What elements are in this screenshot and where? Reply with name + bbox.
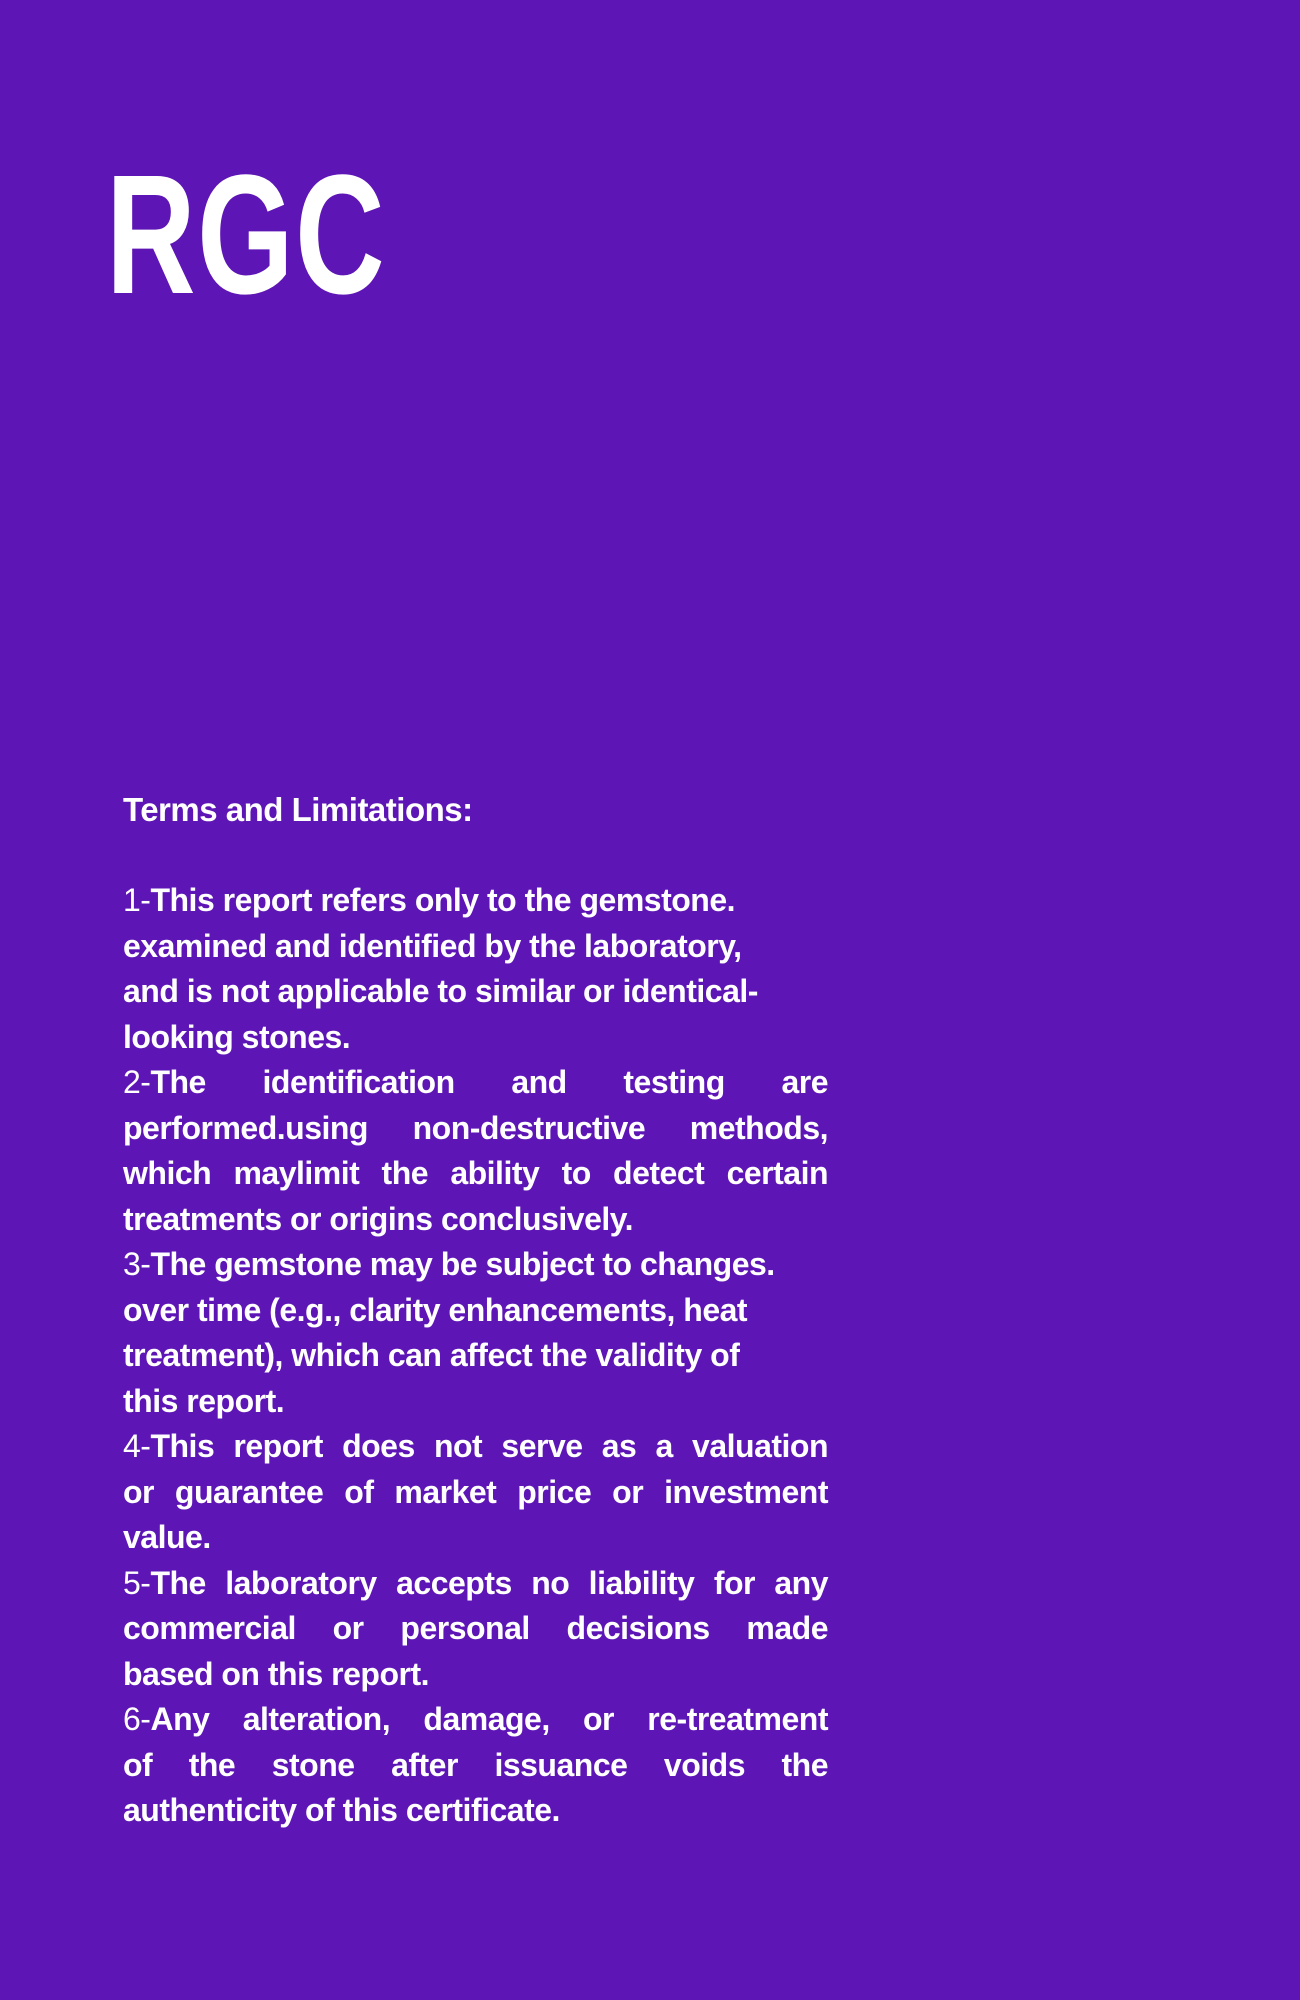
term-line: commercial or personal decisions made bbox=[123, 1610, 828, 1646]
term-line: over time (e.g., clarity enhancements, heat bbox=[123, 1291, 748, 1328]
term-line: value. bbox=[123, 1519, 211, 1555]
term-line: of the stone after issuance voids the bbox=[123, 1746, 828, 1783]
terms-item-6 bbox=[123, 1697, 828, 1834]
term-line: which maylimit the ability to detect certain bbox=[123, 1155, 828, 1191]
terms-item-1 bbox=[123, 878, 828, 1060]
term-text: The gemstone may be subject to changes. bbox=[150, 1246, 775, 1282]
term-line bbox=[123, 1424, 828, 1470]
term-line: performed.using non-destructive methods, bbox=[123, 1109, 828, 1146]
term-line: treatments or origins conclusively. bbox=[123, 1200, 634, 1237]
term-line: this report. bbox=[123, 1382, 285, 1419]
term-line: based on this report. bbox=[123, 1655, 429, 1692]
term-line: examined and identified by the laboratory, bbox=[123, 927, 742, 964]
terms-heading: Terms and Limitations: bbox=[123, 791, 473, 828]
term-line bbox=[123, 1697, 828, 1743]
term-line bbox=[123, 1060, 828, 1106]
terms-item-3 bbox=[123, 1242, 828, 1424]
term-line: and is not applicable to similar or identical- bbox=[123, 973, 758, 1009]
terms-item-4 bbox=[123, 1424, 828, 1561]
term-line bbox=[123, 1561, 828, 1607]
term-line: treatment), which can affect the validity of bbox=[123, 1337, 740, 1373]
logo-text: RGC bbox=[106, 140, 387, 330]
term-number: 4- bbox=[123, 1428, 151, 1464]
term-number: 6- bbox=[123, 1701, 151, 1737]
term-line: authenticity of this certificate. bbox=[123, 1792, 560, 1828]
term-text: The identification and testing are bbox=[150, 1064, 828, 1100]
term-text: Any alteration, damage, or re-treatment bbox=[150, 1701, 828, 1737]
terms-section bbox=[123, 787, 828, 1834]
term-line: or guarantee of market price or investment bbox=[123, 1473, 828, 1510]
term-text: The laboratory accepts no liability for any bbox=[150, 1564, 828, 1601]
terms-item-2 bbox=[123, 1060, 828, 1242]
term-line bbox=[123, 878, 828, 924]
term-text: This report does not serve as a valuation bbox=[150, 1428, 828, 1464]
term-number: 2- bbox=[123, 1064, 151, 1100]
term-line: looking stones. bbox=[123, 1018, 351, 1055]
term-number: 1- bbox=[123, 882, 151, 918]
term-number: 5- bbox=[123, 1564, 151, 1601]
terms-item-5 bbox=[123, 1561, 828, 1698]
term-number: 3- bbox=[123, 1246, 151, 1282]
term-text: This report refers only to the gemstone. bbox=[150, 882, 735, 918]
term-line bbox=[123, 1242, 828, 1288]
